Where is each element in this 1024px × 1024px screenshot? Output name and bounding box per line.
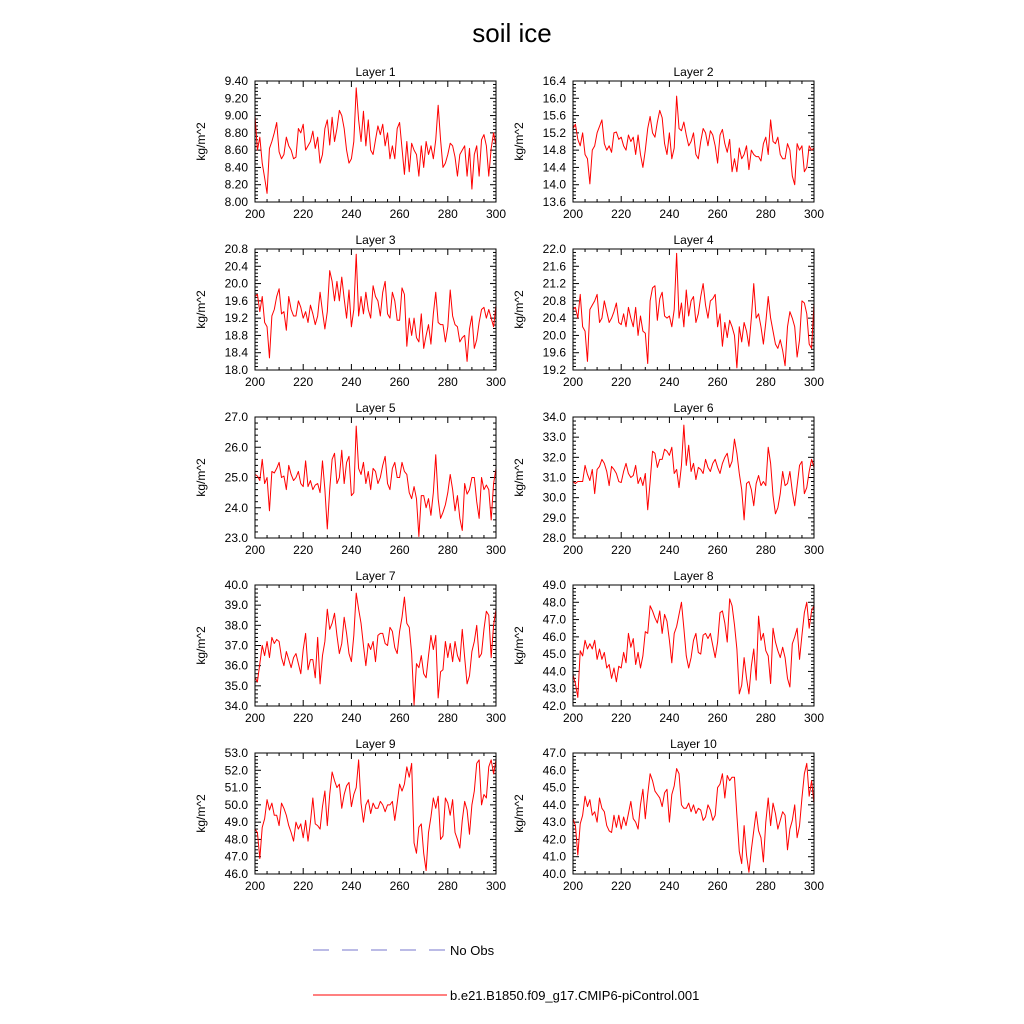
panel-1-xtick-label: 220 xyxy=(293,207,314,221)
panel-6-xtick-label: 260 xyxy=(707,543,728,557)
panel-8-xtick-label: 240 xyxy=(659,711,680,725)
panel-5-ytick-label: 24.0 xyxy=(224,500,248,515)
panel-10-ytick-label: 42.0 xyxy=(542,832,566,847)
panel-8-xtick-label: 280 xyxy=(755,711,776,725)
panel-7-xtick-label: 200 xyxy=(244,711,266,725)
panel-8-ytick-label: 49.0 xyxy=(542,578,566,592)
panel-8-ytick-label: 47.0 xyxy=(542,612,566,627)
panel-4-ytick-label: 21.6 xyxy=(542,259,566,274)
panel-5-xtick-label: 220 xyxy=(293,543,314,557)
panel-3-xtick-label: 240 xyxy=(341,375,362,389)
panel-9-xtick-label: 220 xyxy=(293,879,314,893)
panel-7-xtick-label: 300 xyxy=(485,711,507,725)
panel-7-ytick-label: 37.0 xyxy=(224,638,248,653)
panel-4-ytick-label: 20.0 xyxy=(542,328,566,343)
panel-9-ytick-label: 47.0 xyxy=(224,849,248,864)
panel-10-ytick-label: 44.0 xyxy=(542,797,566,812)
panel-2-ytick-label: 16.4 xyxy=(542,74,566,88)
panel-2-ytick-label: 14.4 xyxy=(542,160,566,175)
panel-1-xtick-label: 280 xyxy=(437,207,458,221)
panel-5-xtick-label: 260 xyxy=(389,543,410,557)
panel-4-ytick-label: 19.2 xyxy=(542,363,566,377)
panel-8-xtick-label: 300 xyxy=(803,711,825,725)
legend-label-model: b.e21.B1850.f09_g17.CMIP6-piControl.001 xyxy=(450,988,700,1003)
panel-2-ylabel: kg/m^2 xyxy=(512,122,526,161)
panel-8-ytick-label: 43.0 xyxy=(542,681,566,696)
panel-10-xtick-label: 260 xyxy=(707,879,728,893)
panel-6-ytick-label: 33.0 xyxy=(542,430,566,445)
panel-4-xtick-label: 300 xyxy=(803,375,825,389)
panel-4-xtick-label: 220 xyxy=(611,375,632,389)
panel-9-title: Layer 9 xyxy=(355,737,396,751)
panel-4-xtick-label: 280 xyxy=(755,375,776,389)
panel-9-xtick-label: 280 xyxy=(437,879,458,893)
panel-1-ytick-label: 8.20 xyxy=(224,177,248,192)
panel-2-xtick-label: 300 xyxy=(803,207,825,221)
panel-10-ytick-label: 40.0 xyxy=(542,867,566,881)
panel-2-xtick-label: 220 xyxy=(611,207,632,221)
panel-1-ytick-label: 8.00 xyxy=(224,195,248,209)
panel-10-ytick-label: 46.0 xyxy=(542,763,566,778)
panel-10-ylabel: kg/m^2 xyxy=(512,794,526,833)
panel-7-xtick-label: 220 xyxy=(293,711,314,725)
panel-6-ytick-label: 32.0 xyxy=(542,450,566,465)
panel-6-xtick-label: 300 xyxy=(803,543,825,557)
panel-6-ytick-label: 34.0 xyxy=(542,410,566,424)
panel-6-xtick-label: 220 xyxy=(611,543,632,557)
panel-9-xtick-label: 300 xyxy=(485,879,507,893)
panel-9-ytick-label: 46.0 xyxy=(224,867,248,881)
panel-3-ytick-label: 18.8 xyxy=(224,328,248,343)
panel-5-ytick-label: 27.0 xyxy=(224,410,248,424)
panel-2-ytick-label: 13.6 xyxy=(542,195,566,209)
panel-3-ytick-label: 20.0 xyxy=(224,276,248,291)
panel-8-ytick-label: 44.0 xyxy=(542,664,566,679)
panel-7-title: Layer 7 xyxy=(355,569,396,583)
panel-10-ytick-label: 43.0 xyxy=(542,815,566,830)
panel-7-ytick-label: 38.0 xyxy=(224,618,248,633)
panel-7-xtick-label: 280 xyxy=(437,711,458,725)
panel-8-ytick-label: 46.0 xyxy=(542,629,566,644)
panel-1-ylabel: kg/m^2 xyxy=(194,122,208,161)
panel-5-xtick-label: 240 xyxy=(341,543,362,557)
panel-3-xtick-label: 300 xyxy=(485,375,507,389)
panel-3-ytick-label: 20.8 xyxy=(224,242,248,256)
panel-1-ytick-label: 9.00 xyxy=(224,108,248,123)
panel-4-ylabel: kg/m^2 xyxy=(512,290,526,329)
panel-4-xtick-label: 200 xyxy=(562,375,584,389)
panel-3-title: Layer 3 xyxy=(355,233,396,247)
panel-9-ytick-label: 50.0 xyxy=(224,797,248,812)
panel-6-ytick-label: 31.0 xyxy=(542,470,566,485)
panel-1-xtick-label: 240 xyxy=(341,207,362,221)
panel-3-ytick-label: 19.2 xyxy=(224,311,248,326)
panel-5-ytick-label: 25.0 xyxy=(224,470,248,485)
panel-1-xtick-label: 200 xyxy=(244,207,266,221)
panel-7-xtick-label: 260 xyxy=(389,711,410,725)
panel-8-ytick-label: 45.0 xyxy=(542,647,566,662)
panel-9-ytick-label: 48.0 xyxy=(224,832,248,847)
panel-4-ytick-label: 22.0 xyxy=(542,242,566,256)
panel-6-title: Layer 6 xyxy=(673,401,714,415)
panel-1-ytick-label: 9.40 xyxy=(224,74,248,88)
figure-title: soil ice xyxy=(472,18,552,48)
panel-4-title: Layer 4 xyxy=(673,233,714,247)
panel-3-ylabel: kg/m^2 xyxy=(194,290,208,329)
panel-8-ytick-label: 48.0 xyxy=(542,595,566,610)
panel-8-xtick-label: 260 xyxy=(707,711,728,725)
panel-6-ytick-label: 29.0 xyxy=(542,510,566,525)
panel-8-xtick-label: 200 xyxy=(562,711,584,725)
panel-1-xtick-label: 300 xyxy=(485,207,507,221)
panel-3-ytick-label: 20.4 xyxy=(224,259,248,274)
panel-9-ytick-label: 51.0 xyxy=(224,780,248,795)
panel-2-ytick-label: 16.0 xyxy=(542,91,566,106)
panel-10-xtick-label: 280 xyxy=(755,879,776,893)
panel-8-ylabel: kg/m^2 xyxy=(512,626,526,665)
panel-6-xtick-label: 240 xyxy=(659,543,680,557)
panel-3-xtick-label: 220 xyxy=(293,375,314,389)
panel-5-xtick-label: 280 xyxy=(437,543,458,557)
panel-10-ytick-label: 41.0 xyxy=(542,849,566,864)
panel-7-ytick-label: 36.0 xyxy=(224,658,248,673)
panel-3-ytick-label: 19.6 xyxy=(224,293,248,308)
panel-7-ytick-label: 39.0 xyxy=(224,598,248,613)
panel-5-xtick-label: 300 xyxy=(485,543,507,557)
panel-5-ytick-label: 23.0 xyxy=(224,531,248,545)
panel-9-xtick-label: 260 xyxy=(389,879,410,893)
panel-4-ytick-label: 20.4 xyxy=(542,311,566,326)
panel-7-ytick-label: 35.0 xyxy=(224,678,248,693)
panel-2-xtick-label: 240 xyxy=(659,207,680,221)
panel-4-ytick-label: 21.2 xyxy=(542,276,566,291)
panel-7-ylabel: kg/m^2 xyxy=(194,626,208,665)
panel-7-ytick-label: 40.0 xyxy=(224,578,248,592)
panel-2-ytick-label: 14.8 xyxy=(542,143,566,158)
panel-2-xtick-label: 200 xyxy=(562,207,584,221)
panel-9-ylabel: kg/m^2 xyxy=(194,794,208,833)
panel-1-ytick-label: 8.80 xyxy=(224,125,248,140)
panel-9-xtick-label: 200 xyxy=(244,879,266,893)
panel-2-xtick-label: 280 xyxy=(755,207,776,221)
panel-4-ytick-label: 20.8 xyxy=(542,293,566,308)
panel-2-ytick-label: 15.2 xyxy=(542,125,566,140)
panel-7-xtick-label: 240 xyxy=(341,711,362,725)
panel-9-ytick-label: 49.0 xyxy=(224,815,248,830)
panel-3-xtick-label: 280 xyxy=(437,375,458,389)
panel-5-ylabel: kg/m^2 xyxy=(194,458,208,497)
panel-10-ytick-label: 45.0 xyxy=(542,780,566,795)
panel-6-ylabel: kg/m^2 xyxy=(512,458,526,497)
panel-6-xtick-label: 280 xyxy=(755,543,776,557)
panel-1-ytick-label: 8.40 xyxy=(224,160,248,175)
panel-9-ytick-label: 53.0 xyxy=(224,746,248,760)
panel-1-title: Layer 1 xyxy=(355,65,396,79)
panel-2-xtick-label: 260 xyxy=(707,207,728,221)
panel-10-xtick-label: 300 xyxy=(803,879,825,893)
panel-1-ytick-label: 9.20 xyxy=(224,91,248,106)
legend-label-no-obs: No Obs xyxy=(450,943,495,958)
panel-1-ytick-label: 8.60 xyxy=(224,143,248,158)
panel-6-xtick-label: 200 xyxy=(562,543,584,557)
panel-10-xtick-label: 240 xyxy=(659,879,680,893)
panel-3-xtick-label: 200 xyxy=(244,375,266,389)
panel-7-ytick-label: 34.0 xyxy=(224,699,248,713)
panel-3-xtick-label: 260 xyxy=(389,375,410,389)
panel-6-ytick-label: 28.0 xyxy=(542,531,566,545)
panel-5-xtick-label: 200 xyxy=(244,543,266,557)
panel-10-title: Layer 10 xyxy=(670,737,717,751)
panel-3-ytick-label: 18.4 xyxy=(224,345,248,360)
panel-8-title: Layer 8 xyxy=(673,569,714,583)
panel-3-ytick-label: 18.0 xyxy=(224,363,248,377)
panel-4-ytick-label: 19.6 xyxy=(542,345,566,360)
panel-5-ytick-label: 26.0 xyxy=(224,440,248,455)
panel-9-ytick-label: 52.0 xyxy=(224,763,248,778)
panel-2-ytick-label: 14.0 xyxy=(542,177,566,192)
panel-10-ytick-label: 47.0 xyxy=(542,746,566,760)
panel-4-xtick-label: 240 xyxy=(659,375,680,389)
panel-4-xtick-label: 260 xyxy=(707,375,728,389)
panel-1-xtick-label: 260 xyxy=(389,207,410,221)
panel-10-xtick-label: 200 xyxy=(562,879,584,893)
panel-2-ytick-label: 15.6 xyxy=(542,108,566,123)
panel-2-title: Layer 2 xyxy=(673,65,714,79)
panel-10-xtick-label: 220 xyxy=(611,879,632,893)
panel-9-xtick-label: 240 xyxy=(341,879,362,893)
panel-5-title: Layer 5 xyxy=(355,401,396,415)
panel-6-ytick-label: 30.0 xyxy=(542,490,566,505)
panel-8-ytick-label: 42.0 xyxy=(542,699,566,713)
panel-8-xtick-label: 220 xyxy=(611,711,632,725)
